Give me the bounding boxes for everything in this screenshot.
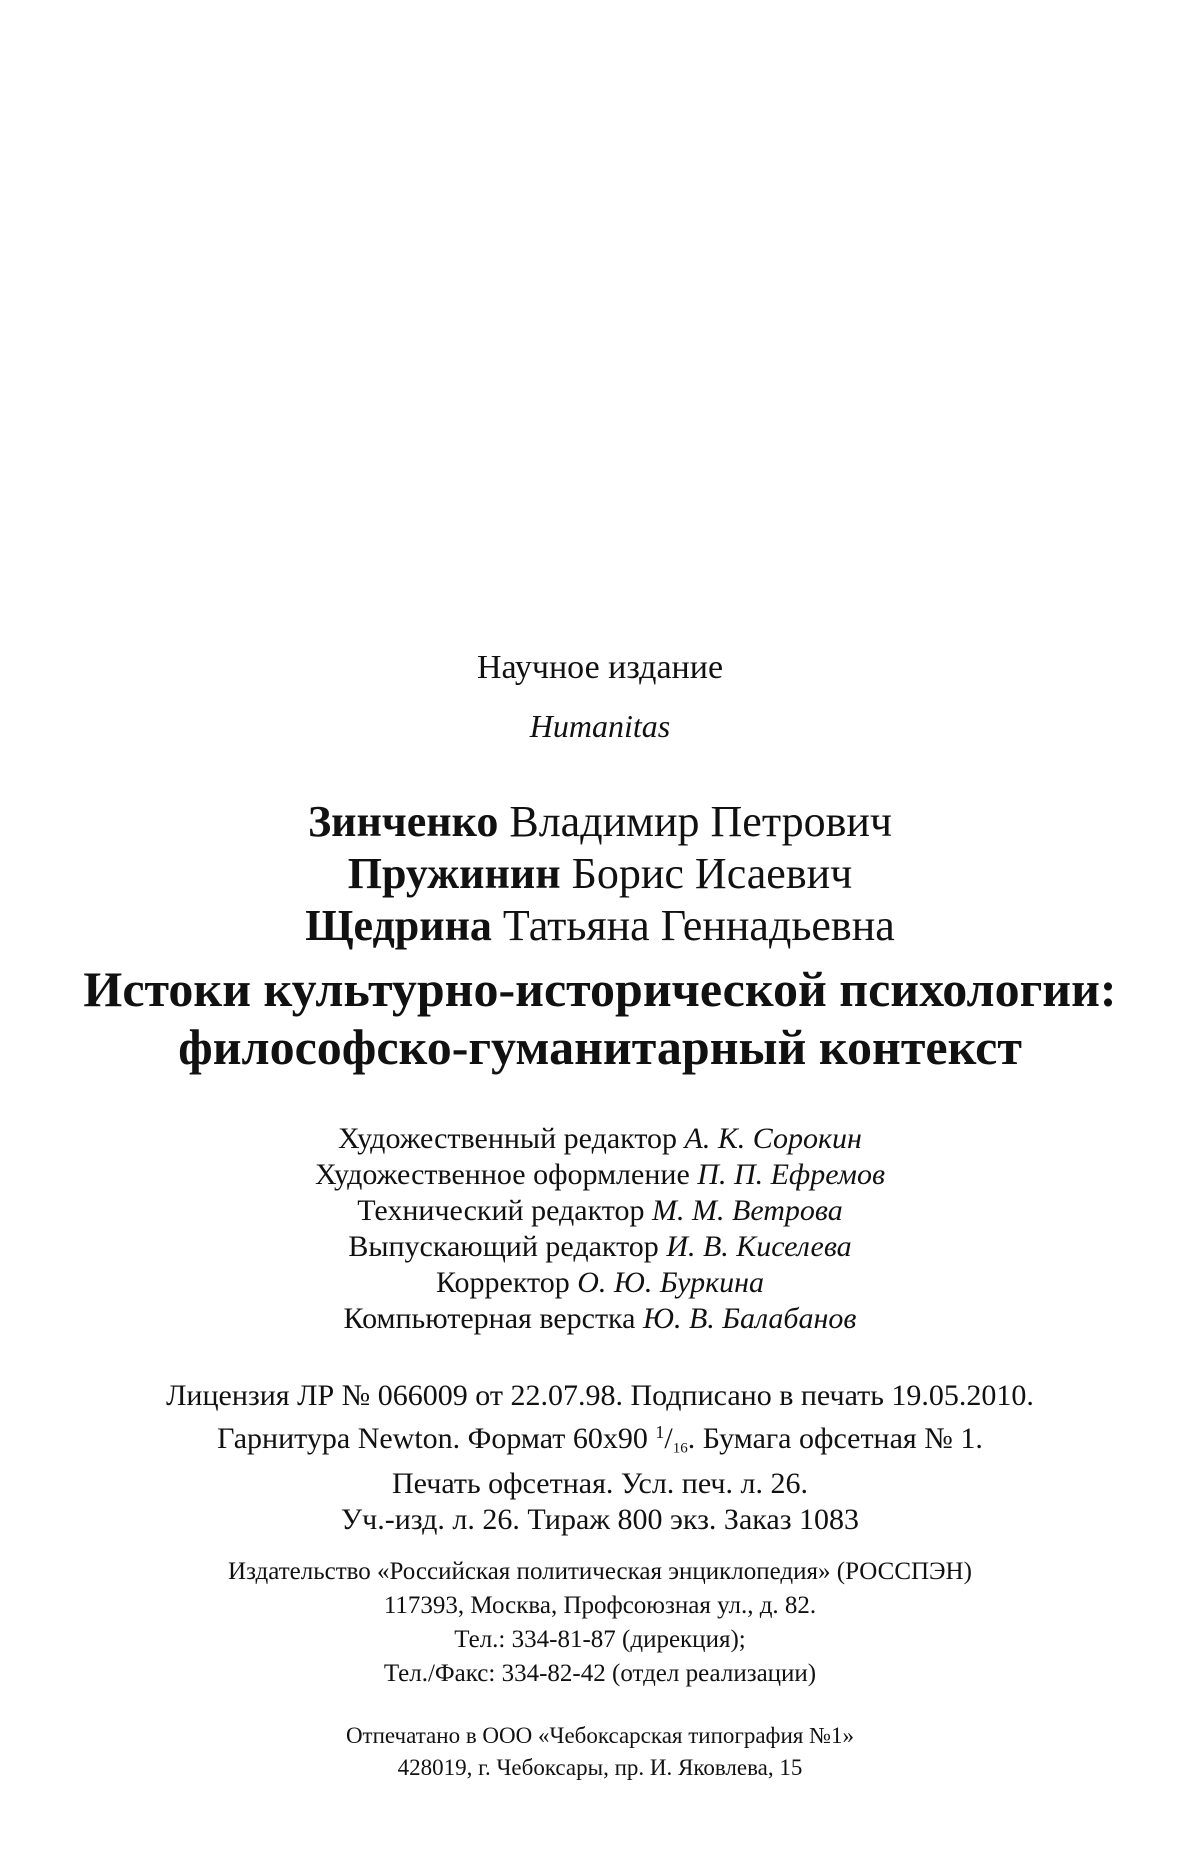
author-given-names: Борис Исаевич [571,849,853,898]
credit-person: О. Ю. Буркина [577,1266,765,1299]
credit-line [0,1157,1200,1193]
imprint-block [0,1378,1200,1538]
printer-name: Отпечатано в ООО «Чебоксарская типография №1» [345,1723,855,1748]
credit-line [0,1193,1200,1229]
format-denominator: 16 [672,1440,688,1457]
credit-person: А. К. Сорокин [684,1122,862,1155]
series-type: Научное издание [476,649,724,686]
printer-address: 428019, г. Чебоксары, пр. И. Яковлева, 15 [397,1755,803,1780]
format-line [0,1414,1200,1466]
print-sheets-line: Печать офсетная. Усл. печ. л. 26. [392,1467,808,1501]
publisher-phone: Тел.: 334-81-87 (дирекция); [454,1626,746,1653]
publisher-block [0,1555,1200,1691]
book-title [0,960,1200,1076]
series-name: Humanitas [529,708,671,744]
credit-person: М. М. Ветрова [652,1194,843,1227]
credit-role: Компьютерная верстка [343,1302,636,1335]
authors-block [0,796,1200,952]
credit-line [0,1121,1200,1157]
book-title-line: Истоки культурно-исторической психологии: [83,961,1117,1017]
print-run-line: Уч.-изд. л. 26. Тираж 800 экз. Заказ 1083 [340,1503,860,1537]
publisher-address: 117393, Москва, Профсоюзная ул., д. 82. [383,1592,817,1619]
credit-role: Художественное оформление [315,1158,690,1191]
publisher-fax: Тел./Факс: 334-82-42 (отдел реализации) [383,1660,817,1687]
credit-role: Корректор [435,1266,570,1299]
author-line [0,848,1200,900]
license-line: Лицензия ЛР № 066009 от 22.07.98. Подписано в печать 19.05.2010. [166,1379,1034,1412]
author-given-names: Владимир Петрович [509,797,893,846]
author-line [0,900,1200,952]
book-title-line: философско-гуманитарный контекст [178,1019,1022,1075]
format-text-after: . Бумага офсетная № 1. [687,1421,983,1455]
credit-line [0,1301,1200,1337]
credit-person: И. В. Киселева [666,1230,852,1263]
publisher-name: Издательство «Российская политическая энциклопедия» (РОССПЭН) [228,1558,972,1585]
credit-line [0,1265,1200,1301]
author-surname: Пружинин [347,849,561,898]
author-surname: Зинченко [307,797,499,846]
credit-person: Ю. В. Балабанов [643,1302,857,1335]
author-surname: Щедрина [305,901,492,950]
author-given-names: Татьяна Геннадьевна [502,901,895,950]
credits-block [0,1121,1200,1337]
printer-block [0,1720,1200,1784]
credit-line [0,1229,1200,1265]
author-line [0,796,1200,848]
credit-role: Технический редактор [357,1194,645,1227]
format-slash: / [664,1421,673,1455]
credit-person: П. П. Ефремов [697,1158,885,1191]
format-numerator: 1 [655,1422,665,1442]
credit-role: Художественный редактор [338,1122,678,1155]
format-text-before: Гарнитура Newton. Формат 60x90 [217,1421,656,1455]
credit-role: Выпускающий редактор [348,1230,659,1263]
